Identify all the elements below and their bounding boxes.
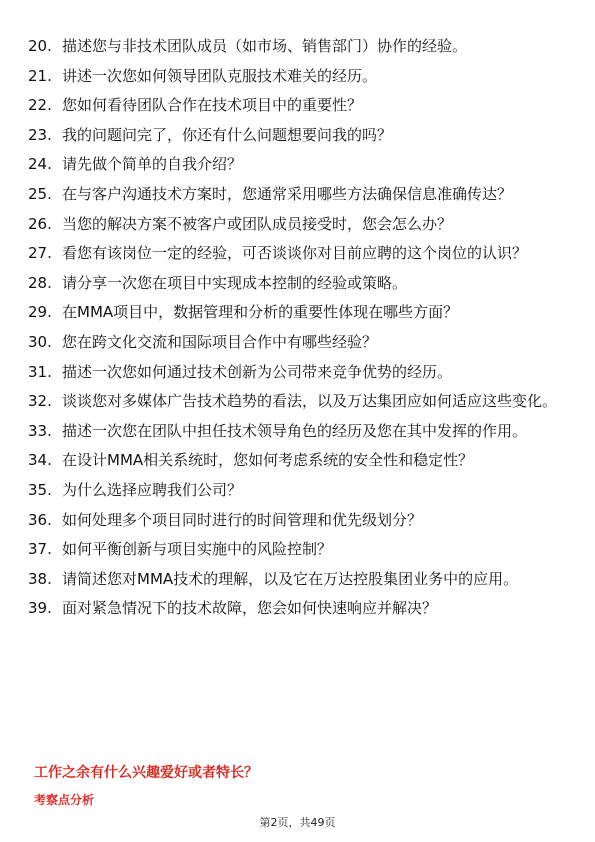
list-item	[28, 273, 568, 293]
list-item	[28, 598, 568, 618]
question-text: 您如何看待团队合作在技术项目中的重要性？	[62, 96, 363, 115]
question-number: 26.	[28, 214, 52, 233]
list-item	[28, 539, 568, 559]
question-number: 38.	[28, 569, 52, 588]
question-number: 36.	[28, 510, 52, 529]
question-number: 23.	[28, 125, 52, 144]
question-text: 请分享一次您在项目中实现成本控制的经验或策略。	[62, 273, 408, 292]
question-text: 请先做个简单的自我介绍？	[62, 155, 243, 174]
section-subheading: 考察点分析	[34, 793, 95, 807]
list-item	[28, 480, 568, 500]
page-footer: 第2页，共49页	[259, 816, 336, 829]
question-number: 21.	[28, 66, 52, 85]
list-item	[28, 214, 568, 234]
question-number: 31.	[28, 362, 52, 381]
question-text: 描述一次您如何通过技术创新为公司带来竞争优势的经历。	[62, 362, 453, 381]
question-text: 在设计MMA相关系统时，您如何考虑系统的安全性和稳定性？	[62, 451, 474, 470]
question-text: 请简述您对MMA技术的理解，以及它在万达控股集团业务中的应用。	[62, 569, 519, 588]
list-item	[28, 391, 568, 411]
list-item	[28, 36, 568, 56]
question-text: 面对紧急情况下的技术故障，您会如何快速响应并解决？	[62, 599, 438, 618]
list-item	[28, 302, 568, 322]
question-text: 当您的解决方案不被客户或团队成员接受时，您会怎么办？	[62, 214, 453, 233]
question-number: 39.	[28, 599, 52, 618]
question-text: 如何平衡创新与项目实施中的风险控制？	[62, 540, 333, 559]
question-text: 在与客户沟通技术方案时，您通常采用哪些方法确保信息准确传达？	[62, 184, 513, 203]
question-text: 谈谈您对多媒体广告技术趋势的看法，以及万达集团应如何适应这些变化。	[62, 392, 558, 411]
question-text: 看您有该岗位一定的经验，可否谈谈你对目前应聘的这个岗位的认识？	[62, 244, 528, 263]
list-item	[28, 569, 568, 589]
question-text: 如何处理多个项目同时进行的时间管理和优先级划分？	[62, 510, 423, 529]
question-text: 您在跨文化交流和国际项目合作中有哪些经验？	[62, 332, 378, 351]
question-text: 讲述一次您如何领导团队克服技术难关的经历。	[62, 66, 378, 85]
question-text: 为什么选择应聘我们公司？	[62, 480, 243, 499]
question-number: 25.	[28, 184, 52, 203]
question-number: 20.	[28, 37, 52, 55]
question-text: 描述一次您在团队中担任技术领导角色的经历及您在其中发挥的作用。	[62, 421, 528, 440]
question-number: 24.	[28, 155, 52, 174]
question-text: 描述您与非技术团队成员（如市场、销售部门）协作的经验。	[62, 37, 468, 55]
question-number: 33.	[28, 421, 52, 440]
list-item	[28, 184, 568, 204]
question-number: 28.	[28, 273, 52, 292]
question-number: 27.	[28, 244, 52, 263]
list-item	[28, 450, 568, 470]
list-item	[28, 421, 568, 441]
question-text: 在MMA项目中，数据管理和分析的重要性体现在哪些方面？	[62, 303, 459, 322]
list-item	[28, 510, 568, 530]
list-item	[28, 125, 568, 145]
question-number: 34.	[28, 451, 52, 470]
list-item	[28, 332, 568, 352]
question-number: 30.	[28, 332, 52, 351]
question-number: 29.	[28, 303, 52, 322]
question-number: 37.	[28, 540, 52, 559]
list-item	[28, 243, 568, 263]
question-list	[28, 36, 568, 628]
question-number: 22.	[28, 96, 52, 115]
list-item	[28, 66, 568, 86]
question-number: 35.	[28, 480, 52, 499]
question-text: 我的问题问完了，你还有什么问题想要问我的吗？	[62, 125, 393, 144]
question-number: 32.	[28, 392, 52, 411]
list-item	[28, 154, 568, 174]
list-item	[28, 95, 568, 115]
section-heading: 工作之余有什么兴趣爱好或者特长？	[34, 765, 258, 781]
list-item	[28, 362, 568, 382]
